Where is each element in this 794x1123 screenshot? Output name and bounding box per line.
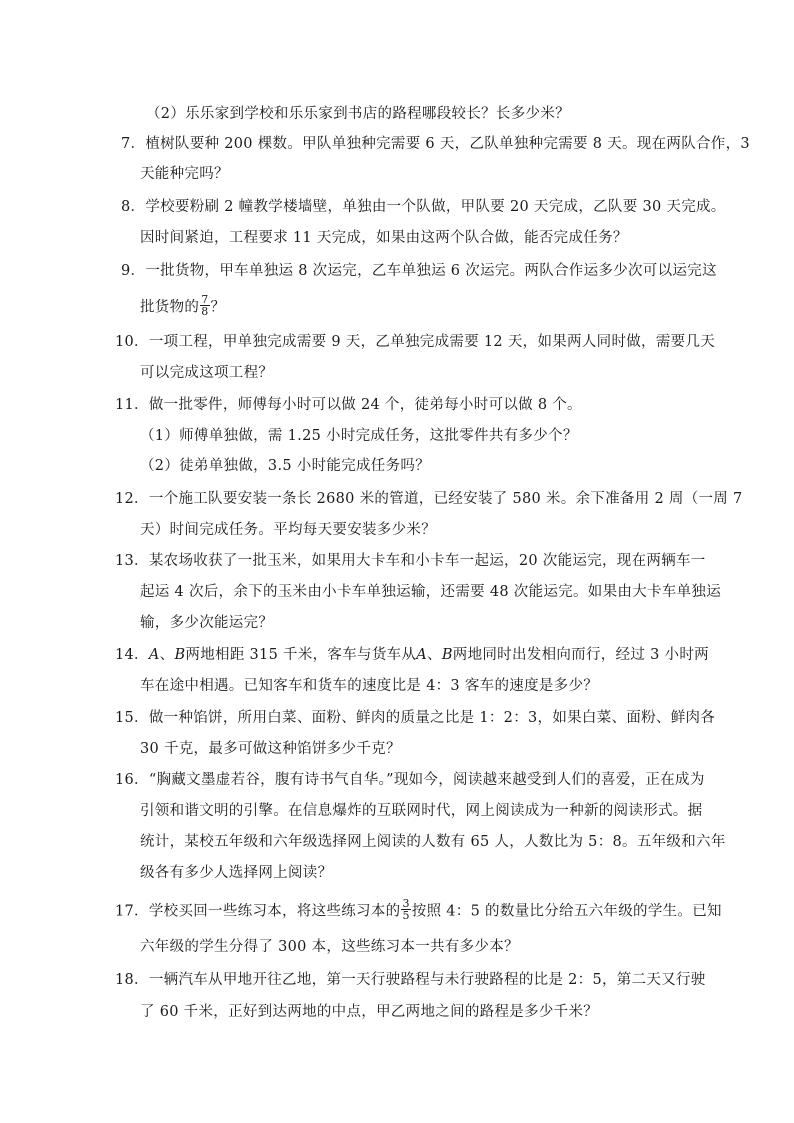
q14-text-1: 两地相距 315 千米，客车与货车从 (185, 647, 417, 663)
q9-line-1: 9．一批货物，甲车单独运 8 次运完，乙车单独运 6 次运完。两队合作运多少次可以运完这 (121, 263, 717, 279)
q18-line-2: 了 60 千米，正好到达两地的中点，甲乙两地之间的路程是多少千米？ (140, 1004, 599, 1020)
fraction-denominator: 8 (201, 305, 209, 318)
q7-line-2: 天能种完吗？ (140, 166, 229, 182)
q14-line-1 (115, 645, 709, 665)
separator: 、 (159, 647, 175, 663)
q16-line-2: 引领和谐文明的引擎。在信息爆炸的互联网时代，网上阅读成为一种新的阅读形式。据 (140, 803, 703, 819)
q13-line-1: 13．某农场收获了一批玉米，如果用大卡车和小卡车一起运，20 次能运完，现在两辆车一 (115, 553, 706, 569)
q13-line-3: 输，多少次能运完？ (140, 615, 274, 631)
fraction-numerator: 3 (402, 897, 410, 910)
q17-line-2: 六年级的学生分得了 300 本，这些练习本一共有多少本？ (140, 939, 519, 955)
point-b-label: B (174, 647, 186, 663)
q12-line-1: 12．一个施工队要安装一条长 2680 米的管道，已经安装了 580 米。余下准备用 2 周（一周 7 (115, 491, 743, 507)
q11-part2-line: （2）徒弟单独做，3.5 小时能完成任务吗？ (140, 458, 430, 474)
q10-line-2: 可以完成这项工程？ (140, 365, 274, 381)
point-a-label: A (416, 647, 427, 663)
q6-part2-line: （2）乐乐家到学校和乐乐家到书店的路程哪段较长？长多少米？ (146, 106, 570, 122)
q17-text-1: 17．学校买回一些练习本，将这些练习本的 (115, 903, 401, 920)
fraction-numerator: 7 (201, 293, 209, 306)
q8-line-2: 因时间紧迫，工程要求 11 天完成，如果由这两个队合做，能否完成任务？ (140, 230, 628, 246)
q14-number: 14． (115, 647, 149, 663)
fraction-three-fifths (401, 898, 410, 921)
q13-line-2: 起运 4 次后，余下的玉米由小卡车单独运输，还需要 48 次能运完。如果由大卡车单独运 (140, 584, 722, 600)
q17-text-2: 按照 4：5 的数量比分给五六年级的学生。已知 (411, 903, 722, 920)
q11-line-1: 11．做一批零件，师傅每小时可以做 24 个，徒弟每小时可以做 8 个。 (115, 397, 582, 413)
q11-part1-line: （1）师傅单独做，需 1.25 小时完成任务，这批零件共有多少个？ (140, 428, 578, 444)
q7-line-1: 7．植树队要种 200 棵数。甲队单独种完需要 6 天，乙队单独种完需要 8 天。现在两队合作，3 (121, 136, 750, 152)
q9-line-2-end: ？ (210, 299, 226, 316)
q14-text-2: 两地同时出发相向而行，经过 3 小时两 (452, 647, 709, 663)
q15-line-1: 15．做一种馅饼，所用白菜、面粉、鲜肉的质量之比是 1：2：3，如果白菜、面粉、鲜肉各 (115, 710, 716, 726)
q16-line-4: 级各有多少人选择网上阅读？ (140, 865, 333, 881)
point-a-label: A (148, 647, 160, 663)
fraction-denominator: 5 (402, 909, 410, 922)
q15-line-2: 30 千克，最多可做这种馅饼多少千克？ (140, 741, 401, 757)
q14-line-2: 车在途中相遇。已知客车和货车的速度比是 4：3 客车的速度是多少？ (140, 678, 599, 694)
q16-line-3: 统计，某校五年级和六年级选择网上阅读的人数有 65 人，人数比为 5：8。五年级和六年 (140, 834, 726, 850)
q10-line-1: 10．一项工程，甲单独完成需要 9 天，乙单独完成需要 12 天，如果两人同时做，需要几天 (115, 334, 716, 350)
point-b-label: B (441, 647, 453, 663)
fraction-seven-eighths (200, 294, 209, 317)
q16-line-1: 16．“胸藏文墨虚若谷，腹有诗书气自华。”现如今，阅读越来越受到人们的喜爱，正在成为 (115, 772, 705, 788)
q17-line-1 (115, 897, 722, 923)
separator: 、 (427, 647, 442, 663)
q9-line-2 (140, 293, 226, 319)
q9-line-2-text: 批货物的 (140, 299, 200, 316)
q18-line-1: 18．一辆汽车从甲地开往乙地，第一天行驶路程与未行驶路程的比是 2：5，第二天又行驶 (115, 972, 706, 988)
q12-line-2: 天）时间完成任务。平均每天要安装多少米？ (140, 522, 436, 538)
q8-line-1: 8．学校要粉刷 2 幢教学楼墙壁，单独由一个队做，甲队要 20 天完成，乙队要 30 天完成。 (121, 199, 726, 215)
